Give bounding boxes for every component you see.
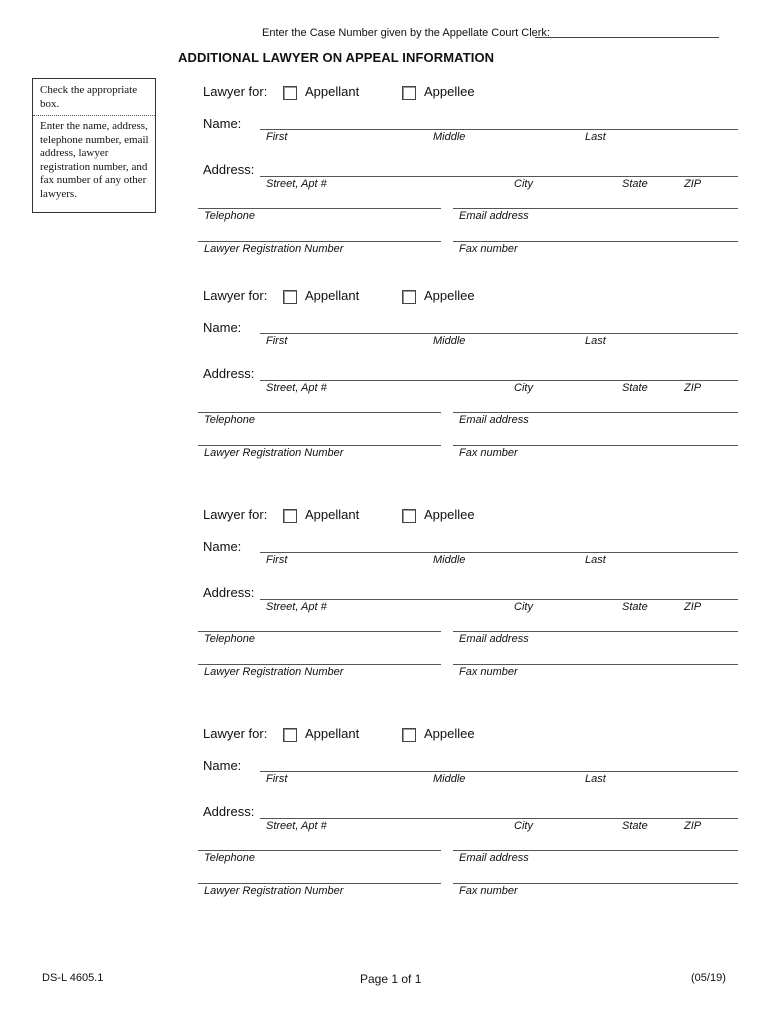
name-input-line[interactable] xyxy=(260,129,738,130)
appellant-checkbox[interactable] xyxy=(283,509,297,523)
registration-caption: Lawyer Registration Number xyxy=(204,243,344,255)
registration-input-line[interactable] xyxy=(198,664,441,665)
registration-input-line[interactable] xyxy=(198,241,441,242)
appellee-checkbox[interactable] xyxy=(402,86,416,100)
zip-caption: ZIP xyxy=(684,601,702,613)
fax-input-line[interactable] xyxy=(453,664,738,665)
fax-input-line[interactable] xyxy=(453,883,738,884)
address-label: Address: xyxy=(203,585,255,600)
registration-input-line[interactable] xyxy=(198,883,441,884)
address-input-line[interactable] xyxy=(260,818,738,819)
fax-input-line[interactable] xyxy=(453,445,738,446)
last-name-caption: Last xyxy=(585,554,606,566)
zip-caption: ZIP xyxy=(684,382,702,394)
city-caption: City xyxy=(514,382,533,394)
form-id: DS-L 4605.1 xyxy=(42,972,104,984)
last-name-caption: Last xyxy=(585,131,606,143)
appellant-label: Appellant xyxy=(305,507,360,522)
address-input-line[interactable] xyxy=(260,380,738,381)
email-caption: Email address xyxy=(459,414,529,426)
first-name-caption: First xyxy=(266,335,288,347)
street-caption: Street, Apt # xyxy=(266,820,327,832)
address-label: Address: xyxy=(203,162,255,177)
lawyer-for-label: Lawyer for: xyxy=(203,84,268,99)
appellee-label: Appellee xyxy=(424,84,475,99)
address-input-line[interactable] xyxy=(260,176,738,177)
fax-caption: Fax number xyxy=(459,447,518,459)
revision-date: (05/19) xyxy=(691,972,726,984)
zip-caption: ZIP xyxy=(684,820,702,832)
zip-caption: ZIP xyxy=(684,178,702,190)
telephone-caption: Telephone xyxy=(204,210,255,222)
appellant-label: Appellant xyxy=(305,726,360,741)
case-number-label: Enter the Case Number given by the Appellate Court Clerk: xyxy=(262,27,550,39)
appellant-checkbox[interactable] xyxy=(283,290,297,304)
city-caption: City xyxy=(514,178,533,190)
address-label: Address: xyxy=(203,366,255,381)
name-input-line[interactable] xyxy=(260,771,738,772)
appellant-label: Appellant xyxy=(305,288,360,303)
state-caption: State xyxy=(622,382,648,394)
telephone-input-line[interactable] xyxy=(198,208,441,209)
first-name-caption: First xyxy=(266,131,288,143)
state-caption: State xyxy=(622,820,648,832)
name-label: Name: xyxy=(203,758,242,773)
street-caption: Street, Apt # xyxy=(266,601,327,613)
telephone-caption: Telephone xyxy=(204,633,255,645)
fax-caption: Fax number xyxy=(459,885,518,897)
middle-name-caption: Middle xyxy=(433,335,466,347)
email-caption: Email address xyxy=(459,633,529,645)
email-input-line[interactable] xyxy=(453,412,738,413)
telephone-input-line[interactable] xyxy=(198,850,441,851)
appellee-checkbox[interactable] xyxy=(402,290,416,304)
state-caption: State xyxy=(622,178,648,190)
appellee-label: Appellee xyxy=(424,288,475,303)
instruction-check: Check the appropriate box. xyxy=(33,79,155,116)
telephone-input-line[interactable] xyxy=(198,412,441,413)
street-caption: Street, Apt # xyxy=(266,382,327,394)
city-caption: City xyxy=(514,820,533,832)
street-caption: Street, Apt # xyxy=(266,178,327,190)
case-number-field[interactable] xyxy=(535,37,719,38)
city-caption: City xyxy=(514,601,533,613)
email-caption: Email address xyxy=(459,210,529,222)
telephone-caption: Telephone xyxy=(204,414,255,426)
appellee-checkbox[interactable] xyxy=(402,728,416,742)
first-name-caption: First xyxy=(266,554,288,566)
name-label: Name: xyxy=(203,539,242,554)
name-input-line[interactable] xyxy=(260,552,738,553)
telephone-caption: Telephone xyxy=(204,852,255,864)
first-name-caption: First xyxy=(266,773,288,785)
name-label: Name: xyxy=(203,320,242,335)
instructions-box xyxy=(32,78,156,213)
middle-name-caption: Middle xyxy=(433,131,466,143)
address-label: Address: xyxy=(203,804,255,819)
name-label: Name: xyxy=(203,116,242,131)
appellee-label: Appellee xyxy=(424,726,475,741)
state-caption: State xyxy=(622,601,648,613)
appellant-checkbox[interactable] xyxy=(283,86,297,100)
telephone-input-line[interactable] xyxy=(198,631,441,632)
email-input-line[interactable] xyxy=(453,850,738,851)
fax-caption: Fax number xyxy=(459,243,518,255)
appellant-label: Appellant xyxy=(305,84,360,99)
email-input-line[interactable] xyxy=(453,208,738,209)
registration-caption: Lawyer Registration Number xyxy=(204,885,344,897)
registration-caption: Lawyer Registration Number xyxy=(204,447,344,459)
appellant-checkbox[interactable] xyxy=(283,728,297,742)
appellee-checkbox[interactable] xyxy=(402,509,416,523)
registration-input-line[interactable] xyxy=(198,445,441,446)
last-name-caption: Last xyxy=(585,773,606,785)
lawyer-for-label: Lawyer for: xyxy=(203,507,268,522)
appellee-label: Appellee xyxy=(424,507,475,522)
registration-caption: Lawyer Registration Number xyxy=(204,666,344,678)
name-input-line[interactable] xyxy=(260,333,738,334)
fax-caption: Fax number xyxy=(459,666,518,678)
middle-name-caption: Middle xyxy=(433,773,466,785)
fax-input-line[interactable] xyxy=(453,241,738,242)
form-title: ADDITIONAL LAWYER ON APPEAL INFORMATION xyxy=(178,50,495,65)
last-name-caption: Last xyxy=(585,335,606,347)
instruction-enter: Enter the name, address, telephone number, email address, lawyer registration number, and fax number of any other lawyers. xyxy=(40,120,149,200)
email-input-line[interactable] xyxy=(453,631,738,632)
email-caption: Email address xyxy=(459,852,529,864)
middle-name-caption: Middle xyxy=(433,554,466,566)
lawyer-for-label: Lawyer for: xyxy=(203,288,268,303)
lawyer-for-label: Lawyer for: xyxy=(203,726,268,741)
address-input-line[interactable] xyxy=(260,599,738,600)
page-number: Page 1 of 1 xyxy=(360,972,422,986)
